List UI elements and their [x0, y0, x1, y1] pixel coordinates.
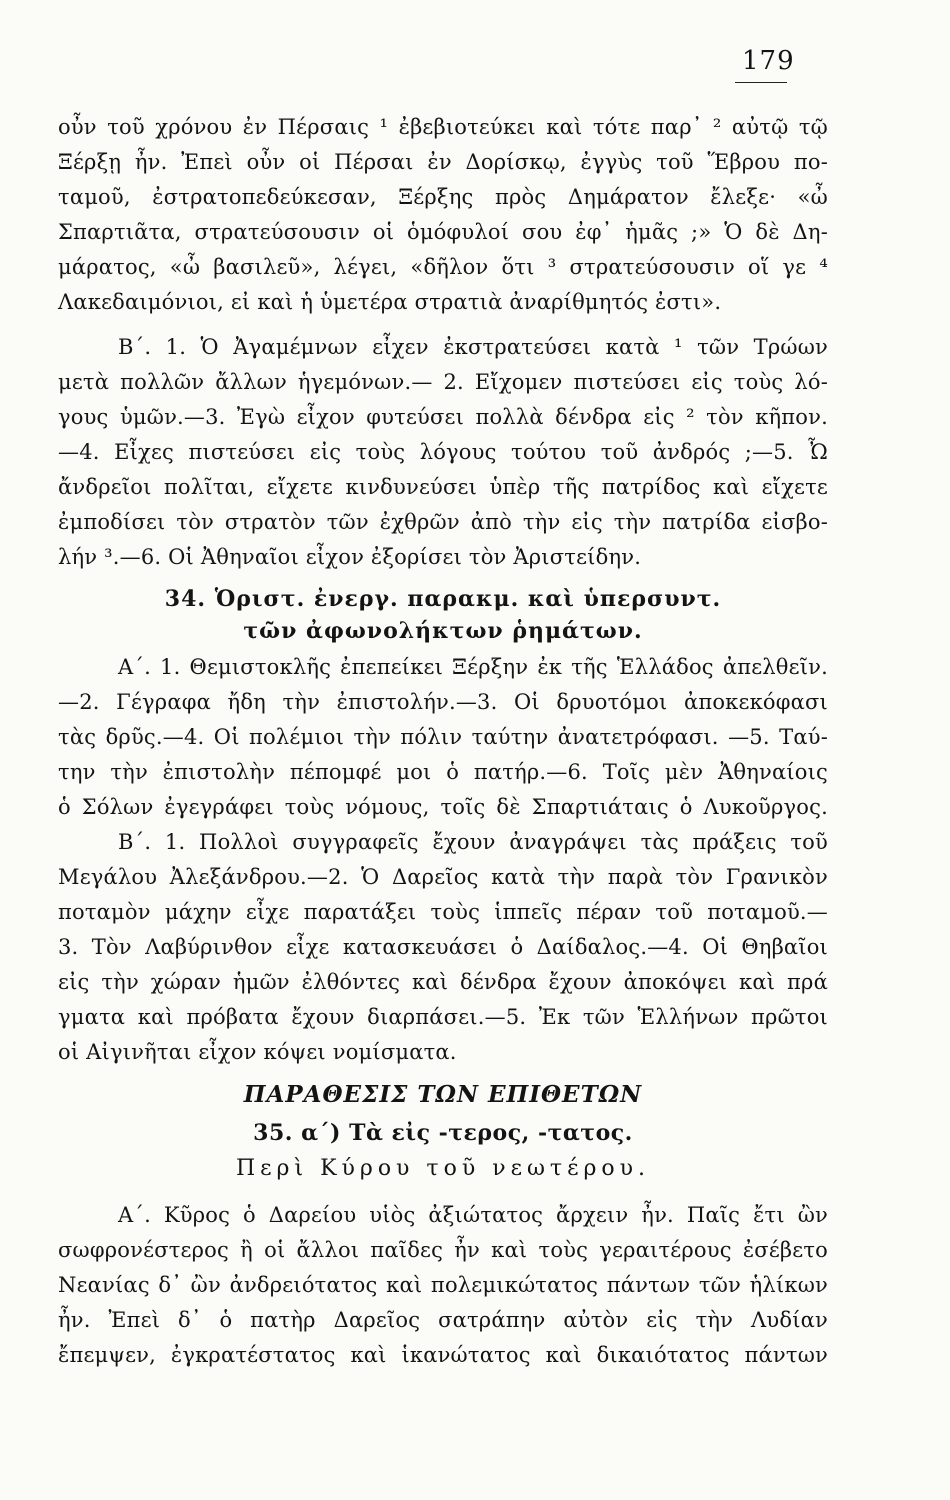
text-line: γους ὑμῶν.—3. Ἐγὼ εἶχον φυτεύσει πολλὰ δένδρα εἰς ² τὸν κῆπον. [58, 405, 828, 429]
text-line: γματα καὶ πρόβατα ἔχουν διαρπάσει.—5. Ἐκ τῶν Ἑλλήνων πρῶτοι [58, 1005, 828, 1029]
text-line: Α΄. Κῦρος ὁ Δαρείου υἱὸς ἀξιώτατος ἄρχειν ἦν. Παῖς ἔτι ὢν [118, 1203, 828, 1227]
text-line: Α΄. 1. Θεμιστοκλῆς ἐπεπείκει Ξέρξην ἐκ τῆς Ἑλλάδος ἀπελθεῖν. [118, 655, 828, 679]
text-line: ἐμποδίσει τὸν στρατὸν τῶν ἐχθρῶν ἀπὸ τὴν εἰς τὴν πατρίδα εἰσβο- [58, 510, 828, 534]
text-line: Λακεδαιμόνιοι, εἰ καὶ ἡ ὑμετέρα στρατιὰ ἀναρίθμητός ἐστι». [58, 290, 722, 314]
text-line: εἰς τὴν χώραν ἡμῶν ἐλθόντες καὶ δένδρα ἔχουν ἀποκόψει καὶ πρά [58, 970, 828, 994]
section-caption: ΠΑΡΑΘΕΣΙΣ ΤΩΝ ΕΠΙΘΕΤΩΝ [243, 1081, 643, 1108]
text-line: ἄνδρεῖοι πολῖται, εἴχετε κινδυνεύσει ὑπὲρ τῆς πατρίδος καὶ εἴχετε [58, 475, 828, 499]
text-line: σωφρονέστερος ἢ οἱ ἄλλοι παῖδες ἦν καὶ τοὺς γεραιτέρους ἐσέβετο [58, 1238, 828, 1262]
page-number: 179 [742, 46, 795, 76]
section-subheading: Περὶ Κύρου τοῦ νεωτέρου. [235, 1156, 651, 1181]
text-line: —4. Εἶχες πιστεύσει εἰς τοὺς λόγους τούτου τοῦ ἀνδρός ;—5. Ὦ [58, 440, 828, 464]
text-line: ταμοῦ, ἐστρατοπεδεύκεσαν, Ξέρξης πρὸς Δημάρατον ἔλεξε· «ὦ [58, 185, 828, 209]
text-line: Β΄. 1. Ὁ Ἀγαμέμνων εἶχεν ἐκστρατεύσει κατὰ ¹ τῶν Τρώων [118, 335, 828, 359]
section-heading: 34. Ὁριστ. ἐνεργ. παρακμ. καὶ ὑπερσυντ. [164, 586, 722, 612]
text-line: οὖν τοῦ χρόνου ἐν Πέρσαις ¹ ἐβεβιοτεύκει καὶ τότε παρ᾿ ² αὐτῷ τῷ [58, 115, 828, 139]
text-line: την τὴν ἐπιστολὴν πέπομφέ μοι ὁ πατήρ.—6. Τοῖς μὲν Ἀθηναίοις [58, 760, 828, 784]
text-line: Μεγάλου Ἀλεξάνδρου.—2. Ὁ Δαρεῖος κατὰ τὴν παρὰ τὸν Γρανικὸν [58, 865, 828, 889]
text-line: Ξέρξῃ ἦν. Ἐπεὶ οὖν οἱ Πέρσαι ἐν Δορίσκῳ, ἐγγὺς τοῦ Ἕβρου πο- [58, 150, 828, 174]
section-heading: τῶν ἀφωνολήκτων ῥημάτων. [243, 618, 643, 644]
text-line: Νεανίας δ᾿ ὢν ἀνδρειότατος καὶ πολεμικώτατος πάντων τῶν ἡλίκων [58, 1273, 828, 1297]
text-line: τὰς δρῦς.—4. Οἱ πολέμιοι τὴν πόλιν ταύτην ἀνατετρόφασι. —5. Ταύ- [58, 725, 828, 749]
text-line: λήν ³.—6. Οἱ Ἀθηναῖοι εἶχον ἐξορίσει τὸν Ἀριστείδην. [58, 545, 642, 569]
text-line: Β΄. 1. Πολλοὶ συγγραφεῖς ἔχουν ἀναγράψει τὰς πράξεις τοῦ [118, 830, 828, 854]
page-number-rule [735, 82, 787, 83]
text-line: ἦν. Ἐπεὶ δ᾿ ὁ πατὴρ Δαρεῖος σατράπην αὐτὸν εἰς τὴν Λυδίαν [58, 1308, 828, 1332]
text-line: 3. Τὸν Λαβύρινθον εἶχε κατασκευάσει ὁ Δαίδαλος.—4. Οἱ Θηβαῖοι [58, 935, 828, 959]
text-line: ποταμὸν μάχην εἶχε παρατάξει τοὺς ἱππεῖς πέραν τοῦ ποταμοῦ.— [58, 900, 828, 924]
text-line: Σπαρτιᾶτα, στρατεύσουσιν οἱ ὁμόφυλοί σου ἐφ᾿ ἡμᾶς ;» Ὁ δὲ Δη- [58, 220, 828, 244]
text-line: —2. Γέγραφα ἤδη τὴν ἐπιστολήν.—3. Οἱ δρυοτόμοι ἀποκεκόφασι [58, 690, 828, 714]
text-line: οἱ Αἰγινῆται εἶχον κόψει νομίσματα. [58, 1040, 457, 1064]
section-heading: 35. α΄) Τὰ εἰς -τερος, -τατος. [253, 1120, 633, 1146]
text-line: μάρατος, «ὦ βασιλεῦ», λέγει, «δῆλον ὅτι ³ στρατεύσουσιν οἵ γε ⁴ [58, 255, 828, 279]
text-line: ἔπεμψεν, ἐγκρατέστατος καὶ ἱκανώτατος καὶ δικαιότατος πάντων [58, 1343, 828, 1367]
text-line: ὁ Σόλων ἐγεγράφει τοὺς νόμους, τοῖς δὲ Σπαρτιάταις ὁ Λυκοῦργος. [58, 795, 828, 819]
text-line: μετὰ πολλῶν ἄλλων ἡγεμόνων.— 2. Εἴχομεν πιστεύσει εἰς τοὺς λό- [58, 370, 828, 394]
